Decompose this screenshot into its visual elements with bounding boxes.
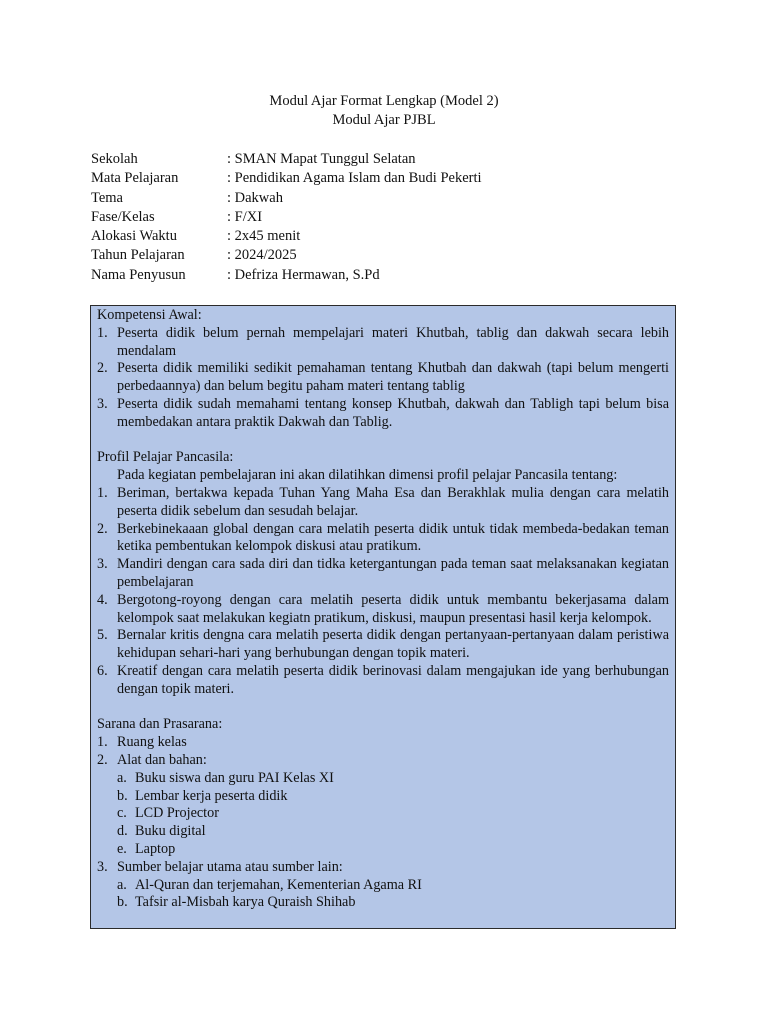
item-text: Berkebinekaaan global dengan cara melatih peserta didik untuk tidak membeda-bedakan teman ketika pembentukan kelompok diskusi atau pratikum. [117, 520, 669, 555]
info-row-nama-penyusun [91, 266, 482, 285]
item-text: Mandiri dengan cara sada diri dan tidka ketergantungan pada teman saat melaksanakan kegiatan pembelajaran [117, 556, 669, 590]
item-text: Buku digital [135, 823, 206, 840]
sarana-list [97, 734, 669, 770]
info-label: Tahun Pelajaran [91, 247, 185, 264]
info-label: Tema [91, 189, 123, 206]
list-item [97, 627, 669, 663]
document-title: Modul Ajar Format Lengkap (Model 2) [269, 93, 499, 109]
item-letter: d. [117, 823, 128, 840]
item-text: Tafsir al-Misbah karya Quraish Shihab [135, 894, 356, 911]
info-row-alokasi-waktu [91, 227, 482, 246]
item-number: 1. [97, 484, 108, 501]
info-value: : SMAN Mapat Tunggul Selatan [227, 151, 416, 167]
item-letter: a. [117, 876, 127, 893]
item-number: 6. [97, 662, 108, 679]
item-letter: a. [117, 769, 127, 786]
kompetensi-list [97, 325, 669, 432]
item-text: Peserta didik sudah memahami tentang konsep Khutbah, dakwah dan Tabligh tapi belum bisa membedakan antara praktik Dakwah dan Tablig. [117, 395, 669, 430]
sumber-belajar-list [97, 877, 669, 913]
alat-bahan-list [97, 770, 669, 859]
content-box [90, 305, 676, 929]
list-item [97, 592, 669, 628]
info-row-tema [91, 189, 482, 208]
sarana-title: Sarana dan Prasarana: [97, 716, 223, 733]
item-text: Sumber belajar utama atau sumber lain: [117, 858, 343, 875]
info-label: Mata Pelajaran [91, 170, 179, 187]
info-row-mata-pelajaran [91, 169, 482, 188]
info-value: : 2024/2025 [227, 247, 297, 264]
info-label: Fase/Kelas [91, 208, 155, 225]
item-text: LCD Projector [135, 805, 219, 822]
item-text: Beriman, bertakwa kepada Tuhan Yang Maha Esa dan Berakhlak mulia dengan cara melatih peserta didik sebelum dan sesudah belajar. [117, 484, 669, 519]
sarana-list-continued [97, 859, 669, 877]
list-item [97, 325, 669, 361]
sub-list-item [97, 894, 669, 912]
item-text: Peserta didik belum pernah mempelajari materi Khutbah, tablig dan dakwah secara lebih mendalam [117, 324, 669, 359]
info-value: : F/XI [227, 208, 263, 225]
sub-list-item [97, 788, 669, 806]
info-value: : Pendidikan Agama Islam dan Budi Pekerti [227, 170, 482, 187]
sub-list-item [97, 770, 669, 788]
document-subtitle: Modul Ajar PJBL [332, 112, 436, 128]
item-text: Peserta didik memiliki sedikit pemahaman tentang Khutbah dan dakwah (tapi belum mengerti perbedaannya) dan belum begitu paham materi tentang tablig [117, 360, 669, 395]
item-number: 3. [97, 395, 108, 412]
item-number: 2. [97, 360, 108, 377]
item-letter: b. [117, 894, 128, 911]
kompetensi-title: Kompetensi Awal: [97, 307, 202, 323]
sub-list-item [97, 805, 669, 823]
list-item [97, 360, 669, 396]
item-number: 3. [97, 556, 108, 573]
list-item [97, 752, 669, 770]
list-item [97, 859, 669, 877]
info-label: Nama Penyusun [91, 266, 186, 283]
profil-list [97, 485, 669, 699]
item-number: 2. [97, 520, 108, 537]
sub-list-item [97, 841, 669, 859]
list-item [97, 485, 669, 521]
item-text: Al-Quran dan terjemahan, Kementerian Agama RI [135, 876, 422, 893]
info-label: Alokasi Waktu [91, 228, 177, 245]
item-number: 3. [97, 858, 108, 875]
item-text: Alat dan bahan: [117, 751, 207, 768]
list-item [97, 556, 669, 592]
identity-table [91, 150, 482, 285]
info-value: : 2x45 menit [227, 228, 301, 245]
item-number: 2. [97, 751, 108, 768]
info-row-tahun-pelajaran [91, 246, 482, 265]
item-number: 1. [97, 734, 108, 751]
item-letter: c. [117, 805, 127, 822]
info-label: Sekolah [91, 151, 138, 167]
item-text: Laptop [135, 840, 176, 857]
list-item [97, 663, 669, 699]
spacer [97, 699, 669, 717]
item-number: 5. [97, 627, 108, 644]
item-text: Bergotong-royong dengan cara melatih peserta didik untuk membantu bekerjasama dalam kelompok saat melakukan kegiatn pratikum, diskusi, maupun presentasi hasil kerja kelompok. [117, 591, 669, 626]
info-row-fase-kelas [91, 208, 482, 227]
item-number: 4. [97, 591, 108, 608]
list-item [97, 396, 669, 432]
profil-title: Profil Pelajar Pancasila: [97, 449, 234, 466]
item-number: 1. [97, 324, 108, 341]
sub-list-item [97, 823, 669, 841]
document-header [0, 92, 768, 130]
item-text: Ruang kelas [117, 734, 187, 751]
info-value: : Defriza Hermawan, S.Pd [227, 266, 380, 283]
item-text: Bernalar kritis dengna cara melatih peserta didik dengan pertanyaan-pertanyaan dalam peristiwa kehidupan sehari-hari yang berhubungan dengan topik materi. [117, 627, 669, 662]
info-value: : Dakwah [227, 189, 283, 206]
spacer [97, 432, 669, 450]
info-row-sekolah [91, 150, 482, 169]
list-item [97, 734, 669, 752]
item-text: Buku siswa dan guru PAI Kelas XI [135, 769, 334, 786]
item-letter: e. [117, 840, 127, 857]
item-text: Lembar kerja peserta didik [135, 787, 288, 804]
item-letter: b. [117, 787, 128, 804]
list-item [97, 521, 669, 557]
item-text: Kreatif dengan cara melatih peserta didik berinovasi dalam mengajukan ide yang berhubungan dengan topik materi. [117, 662, 669, 697]
profil-intro: Pada kegiatan pembelajaran ini akan dilatihkan dimensi profil pelajar Pancasila tentang: [117, 467, 618, 484]
sub-list-item [97, 877, 669, 895]
